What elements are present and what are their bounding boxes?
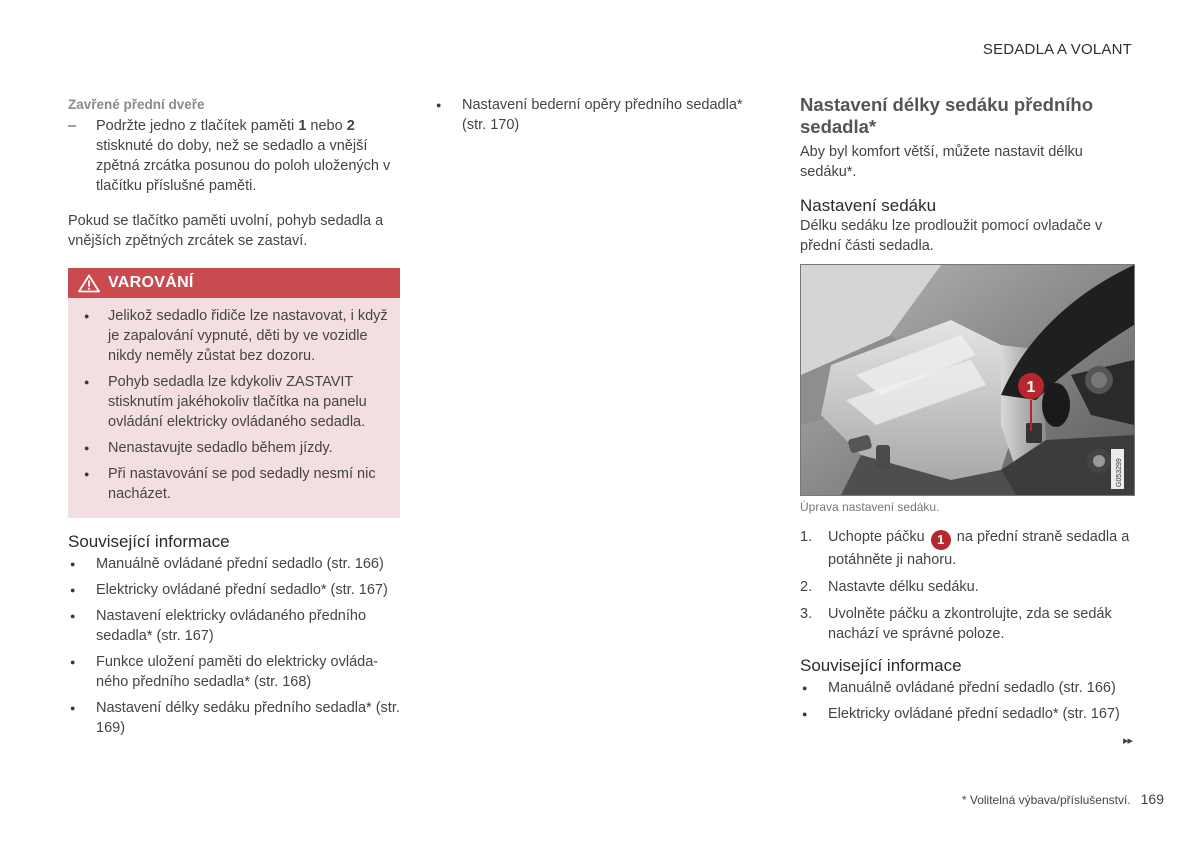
- seat-adjustment-illustration: [800, 264, 1135, 496]
- right-column-lower: [800, 527, 1133, 730]
- middle-column: [434, 95, 766, 141]
- section-title: Nastavení délky sedáku předního sedadla*: [800, 94, 1094, 137]
- instruction-item: – Podržte jedno z tlačítek paměti 1 nebo 2 stisknuté do doby, než se sedadlo a vnější zpětná zrcátka posunou do poloh uložených v tlačítku příslušné paměti.: [68, 116, 400, 196]
- related-info-item: ● Elektricky ovládané přední sedadlo* (str. 167): [68, 580, 400, 600]
- warning-item: ● Pohyb sedadla lze kdykoliv ZASTAVIT stisknutím jakéhokoliv tlačítka na panelu ovládání elektricky ovládaného sedadla.: [78, 372, 390, 432]
- related-info-item: ● Manuálně ovládané přední sedadlo (str. 166): [800, 678, 1133, 698]
- footer: [962, 791, 1164, 807]
- warning-list: [78, 306, 390, 504]
- step-item: 2. Nastavte délku sedáku.: [800, 579, 979, 595]
- related-info-item: ● Elektricky ovládané přední sedadlo* (str. 167): [800, 704, 1133, 724]
- related-info-list: [68, 554, 400, 738]
- step-item: 1. Uchopte páčku 1 na přední straně sedadla a potáhněte ji nahoru.: [800, 529, 1130, 568]
- warning-item: ● Jelikož sedadlo řidiče lze nastavovat, i když je zapalování vypnuté, děti by ve vozidle nikdy neměly zůstat bez dozoru.: [78, 306, 390, 366]
- related-info-item: ● Funkce uložení paměti do elektricky ovládaného předního sedadla* (str. 168): [68, 652, 400, 692]
- related-info-item: ● Nastavení délky sedáku předního sedadla* (str. 169): [68, 698, 400, 738]
- info-paragraph: Pokud se tlačítko paměti uvolní, pohyb sedadla a vnějších zpětných zrcátek se zastaví.: [68, 213, 384, 249]
- memory-button-2-label: 2: [346, 118, 355, 134]
- image-code: G053299: [1116, 458, 1123, 487]
- warning-item: ● Při nastavování se pod sedadly nesmí nic nacházet.: [78, 464, 390, 504]
- callout-badge: 1: [931, 530, 951, 550]
- footnote-text: * Volitelná výbava/příslušenství.: [961, 793, 1131, 807]
- warning-triangle-icon: [78, 274, 100, 293]
- running-header: SEDADLA A VOLANT: [982, 41, 1132, 58]
- warning-item: ● Nenastavujte sedadlo během jízdy.: [78, 438, 390, 458]
- continue-arrows-icon: ▸▸: [1122, 735, 1132, 747]
- subsection-text: Délku sedáku lze prodloužit pomocí ovladače v přední části sedadla.: [800, 218, 1103, 254]
- callout-number: 1: [1026, 379, 1036, 396]
- left-column: [68, 97, 400, 744]
- intro-paragraph: Aby byl komfort větší, můžete nastavit délku sedáku*.: [800, 144, 1083, 180]
- right-column: [800, 94, 1133, 256]
- subsection-title: Nastavení sedáku: [800, 196, 937, 215]
- instruction-list: [68, 116, 400, 196]
- image-caption: Úprava nastavení sedáku.: [800, 500, 940, 514]
- warning-box: [68, 268, 400, 518]
- step-item: 3. Uvolněte páčku a zkontrolujte, zda se sedák nachází ve správné poloze.: [800, 606, 1112, 642]
- related-info-list-continued: [434, 95, 766, 135]
- related-info-item: ● Nastavení bederní opěry předního sedadla* (str. 170): [434, 95, 766, 135]
- page-number: 169: [1140, 791, 1164, 807]
- warning-body: [68, 298, 400, 518]
- related-info-item: ● Manuálně ovládané přední sedadlo (str. 166): [68, 554, 400, 574]
- related-info-title: Související informace: [800, 656, 962, 675]
- related-info-item: ● Nastavení elektricky ovládaného předního sedadla* (str. 167): [68, 606, 400, 646]
- memory-button-1-label: 1: [298, 118, 307, 134]
- warning-title: VAROVÁNÍ: [108, 274, 194, 291]
- related-info-title: Související informace: [68, 532, 230, 551]
- subheading-closed-doors: Zavřené přední dveře: [68, 97, 205, 112]
- warning-header: [68, 268, 400, 298]
- related-info-list: [800, 678, 1133, 724]
- steps-list: [800, 527, 1133, 644]
